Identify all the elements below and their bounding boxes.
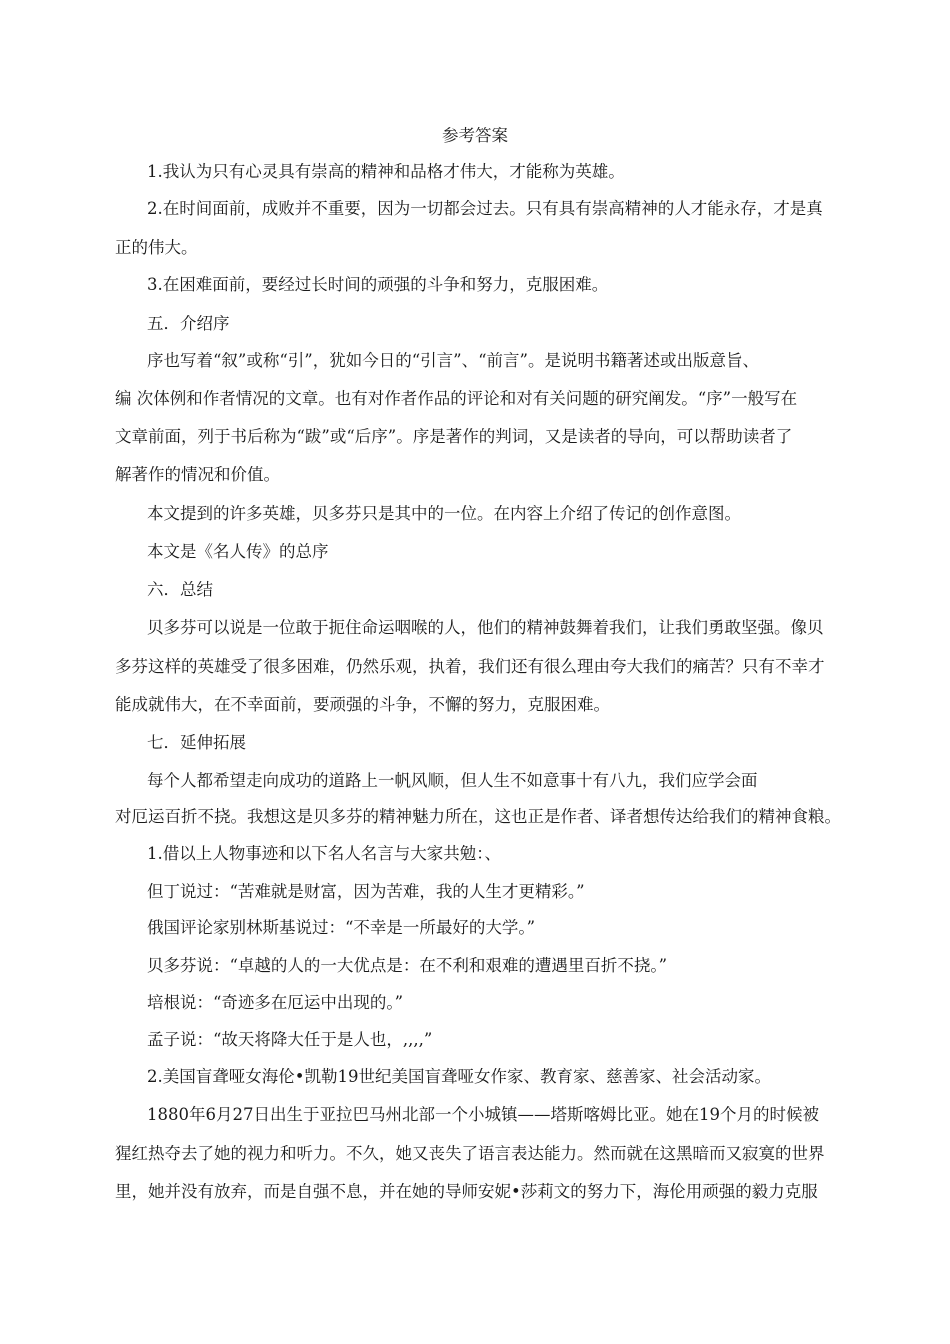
list-item: 1.借以上人物事迹和以下名人名言与大家共勉：、 <box>147 844 501 863</box>
answer-2-cont: 正的伟大。 <box>115 238 198 257</box>
paragraph-line: 对厄运百折不挠。我想这是贝多芬的精神魅力所在，这也正是作者、译者想传达给我们的精神食粮。 <box>115 807 841 826</box>
paragraph-line: 编 次体例和作者情况的文章。也有对作者作品的评论和对有关问题的研究阐发。“序”一般写在 <box>115 389 798 408</box>
paragraph-line: 1880年6月27日出生于亚拉巴马州北部一个小城镇——塔斯喀姆比亚。她在19个月的时候被 <box>147 1105 819 1124</box>
list-item: 2.美国盲聋哑女海伦•凯勒19世纪美国盲聋哑女作家、教育家、慈善家、社会活动家。 <box>147 1067 771 1086</box>
section-heading-6: 六．总结 <box>147 580 213 599</box>
paragraph-line: 里，她并没有放弃，而是自强不息，并在她的导师安妮•莎莉文的努力下，海伦用顽强的毅力克服 <box>115 1182 818 1201</box>
paragraph-line: 本文提到的许多英雄，贝多芬只是其中的一位。在内容上介绍了传记的创作意图。 <box>147 504 741 523</box>
paragraph-line: 多芬这样的英雄受了很多困难，仍然乐观，执着，我们还有很么理由夸大我们的痛苦？只有不幸才 <box>115 657 825 676</box>
quote-line: 孟子说：“故天将降大任于是人也，,,,,” <box>147 1030 433 1049</box>
quote-line: 贝多芬说：“卓越的人的一大优点是：在不利和艰难的遭遇里百折不挠。” <box>147 956 668 975</box>
paragraph-line: 文章前面，列于书后称为“跋”或“后序”。序是著作的判词，又是读者的导向，可以帮助读者了 <box>115 427 793 446</box>
section-heading-7: 七．延伸拓展 <box>147 733 246 752</box>
quote-line: 但丁说过：“苦难就是财富，因为苦难，我的人生才更精彩。” <box>147 882 585 901</box>
quote-line: 俄国评论家别林斯基说过：“不幸是一所最好的大学。” <box>147 918 536 937</box>
quote-line: 培根说：“奇迹多在厄运中出现的。” <box>147 993 404 1012</box>
paragraph-line: 本文是《名人传》的总序 <box>147 542 329 561</box>
paragraph-line: 序也写着“叙”或称“引”，犹如今日的“引言”、“前言”。是说明书籍著述或出版意旨、 <box>147 351 759 370</box>
paragraph-line: 猩红热夺去了她的视力和听力。不久，她又丧失了语言表达能力。然而就在这黑暗而又寂寞的世界 <box>115 1144 825 1163</box>
paragraph-line: 能成就伟大，在不幸面前，要顽强的斗争，不懈的努力，克服困难。 <box>115 695 610 714</box>
paragraph-line: 每个人都希望走向成功的道路上一帆风顺，但人生不如意事十有八九，我们应学会面 <box>147 771 758 790</box>
section-heading-5: 五．介绍序 <box>147 314 230 333</box>
page-title: 参考答案 <box>442 126 508 145</box>
answer-1: 1.我认为只有心灵具有崇高的精神和品格才伟大，才能称为英雄。 <box>147 162 625 181</box>
answer-2: 2.在时间面前，成败并不重要，因为一切都会过去。只有具有崇高精神的人才能永存，才是真 <box>147 199 823 218</box>
paragraph-line: 贝多芬可以说是一位敢于扼住命运咽喉的人，他们的精神鼓舞着我们，让我们勇敢坚强。像贝 <box>147 618 824 637</box>
answer-3: 3.在困难面前，要经过长时间的顽强的斗争和努力，克服困难。 <box>147 275 609 294</box>
paragraph-line: 解著作的情况和价值。 <box>115 465 280 484</box>
